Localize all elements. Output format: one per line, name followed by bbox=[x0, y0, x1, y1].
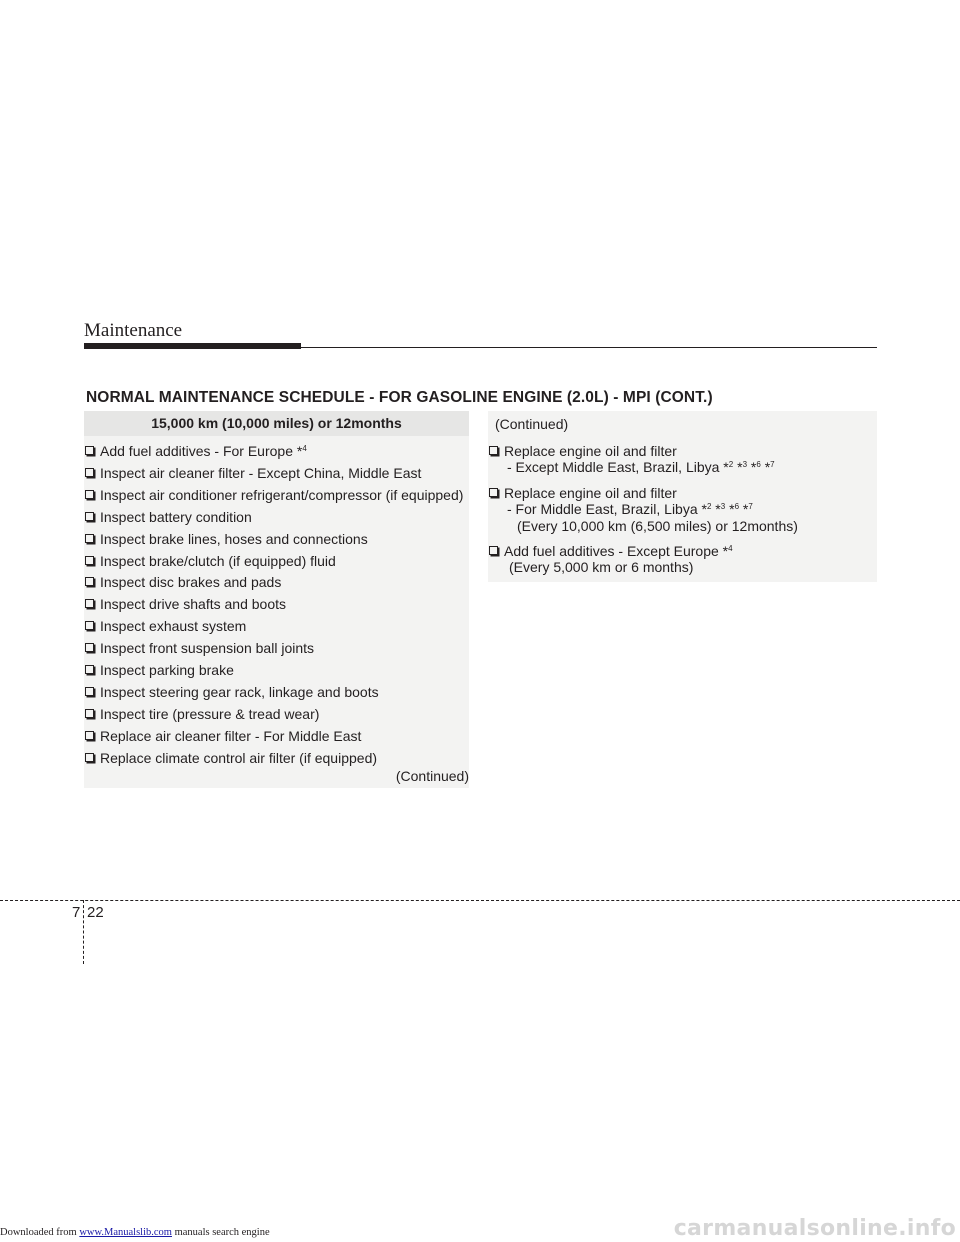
item-text: Inspect tire (pressure & tread wear) bbox=[100, 705, 320, 722]
schedule-title: NORMAL MAINTENANCE SCHEDULE - FOR GASOLINE ENGINE (2.0L) - MPI (CONT.) bbox=[86, 389, 713, 406]
continued-note: (Continued) bbox=[495, 416, 569, 432]
checklist-item bbox=[488, 543, 733, 559]
checkbox-icon bbox=[85, 753, 94, 762]
checklist-item bbox=[84, 618, 246, 634]
checklist-item bbox=[84, 465, 421, 481]
checkbox-icon bbox=[85, 687, 94, 696]
checkbox-icon bbox=[85, 643, 94, 652]
checklist-item bbox=[84, 531, 368, 547]
checkbox-icon bbox=[489, 546, 498, 555]
interval-panel-15000 bbox=[84, 411, 469, 788]
continued-panel bbox=[488, 411, 877, 582]
checklist-item bbox=[84, 640, 314, 656]
footnote-ref: 6 bbox=[756, 460, 761, 469]
checklist-item bbox=[84, 750, 377, 766]
checkbox-icon bbox=[85, 468, 94, 477]
checkbox-icon bbox=[85, 490, 94, 499]
item-text: Replace engine oil and filter bbox=[504, 485, 677, 501]
checkbox-icon bbox=[85, 709, 94, 718]
chapter-number: 7 bbox=[72, 904, 81, 921]
interval-heading: 15,000 km (10,000 miles) or 12months bbox=[84, 411, 469, 436]
footnote-ref: 7 bbox=[748, 502, 753, 511]
checklist-item bbox=[84, 574, 281, 590]
download-prefix: Downloaded from bbox=[0, 1227, 80, 1238]
item-detail-text: - Except Middle East, Brazil, Libya * bbox=[507, 459, 729, 475]
section-title: Maintenance bbox=[84, 320, 183, 341]
footnote-ref: 2 bbox=[706, 502, 712, 511]
item-text: Inspect exhaust system bbox=[100, 618, 247, 635]
checklist-item bbox=[84, 509, 252, 525]
manualslib-link[interactable]: www.Manualslib.com bbox=[79, 1227, 172, 1238]
footnote-ref: 4 bbox=[302, 444, 307, 453]
item-text: Replace engine oil and filter bbox=[504, 443, 677, 459]
checkbox-icon bbox=[85, 621, 94, 630]
item-text: Inspect brake lines, hoses and connections bbox=[100, 530, 368, 547]
checklist-item bbox=[84, 487, 463, 503]
checkbox-icon bbox=[489, 488, 498, 497]
checklist-item bbox=[488, 443, 677, 459]
checklist-item bbox=[84, 553, 336, 569]
item-text: Inspect steering gear rack, linkage and boots bbox=[100, 683, 379, 700]
checkbox-icon bbox=[85, 446, 94, 455]
checkbox-icon bbox=[85, 599, 94, 608]
item-interval: (Every 10,000 km (6,500 miles) or 12months) bbox=[517, 518, 798, 534]
checkbox-icon bbox=[85, 577, 94, 586]
footnote-ref: 3 bbox=[742, 460, 748, 469]
download-suffix: manuals search engine bbox=[171, 1227, 270, 1238]
footnote-star: * bbox=[739, 501, 749, 517]
item-text: Inspect front suspension ball joints bbox=[100, 640, 315, 657]
item-text: Inspect air conditioner refrigerant/compressor (if equipped) bbox=[100, 486, 464, 503]
checkbox-icon bbox=[489, 446, 498, 455]
page-footer-divider bbox=[83, 900, 84, 964]
item-text: Inspect battery condition bbox=[100, 508, 252, 525]
checklist-item bbox=[488, 485, 677, 501]
footnote-ref: 4 bbox=[728, 544, 733, 553]
item-text: Inspect air cleaner filter - Except China, Middle East bbox=[100, 464, 422, 481]
footnote-ref: 6 bbox=[734, 502, 740, 511]
item-text: Add fuel additives - Except Europe * bbox=[504, 543, 729, 559]
checkbox-icon bbox=[85, 534, 94, 543]
page-footer-rule bbox=[0, 900, 960, 901]
item-text: Inspect parking brake bbox=[100, 662, 234, 678]
continued-note: (Continued) bbox=[395, 768, 469, 784]
checkbox-icon bbox=[85, 731, 94, 740]
footnote-ref: 3 bbox=[720, 502, 726, 511]
item-text: Replace air cleaner filter - For Middle East bbox=[100, 727, 362, 744]
item-interval: (Every 5,000 km or 6 months) bbox=[509, 559, 694, 575]
checkbox-icon bbox=[85, 512, 94, 521]
checkbox-icon bbox=[85, 665, 94, 674]
checklist-item bbox=[84, 596, 286, 612]
item-text: Inspect disc brakes and pads bbox=[100, 574, 282, 591]
item-text: Inspect brake/clutch (if equipped) fluid bbox=[100, 552, 336, 569]
footnote-star: * bbox=[747, 459, 757, 475]
watermark: carmanualsonline.info bbox=[673, 1216, 956, 1241]
download-note bbox=[0, 1227, 270, 1238]
checklist-item bbox=[84, 684, 379, 700]
header-rule-accent bbox=[84, 343, 301, 349]
item-detail bbox=[507, 459, 775, 475]
checklist-item bbox=[84, 728, 361, 744]
page-number: 22 bbox=[87, 904, 104, 921]
footnote-star: * bbox=[725, 501, 735, 517]
item-text: Replace climate control air filter (if equipped) bbox=[100, 749, 378, 766]
item-detail-text: - For Middle East, Brazil, Libya * bbox=[507, 501, 707, 517]
footnote-star: * bbox=[711, 501, 721, 517]
item-text: Add fuel additives - For Europe * bbox=[100, 443, 303, 459]
checklist-item bbox=[84, 443, 307, 459]
checklist-item bbox=[84, 706, 319, 722]
item-detail bbox=[507, 501, 753, 517]
checklist-item bbox=[84, 662, 234, 678]
checkbox-icon bbox=[85, 556, 94, 565]
footnote-ref: 7 bbox=[770, 460, 775, 469]
item-text: Inspect drive shafts and boots bbox=[100, 596, 286, 613]
footnote-ref: 2 bbox=[728, 460, 734, 469]
footnote-star: * bbox=[733, 459, 743, 475]
footnote-star: * bbox=[760, 459, 771, 475]
